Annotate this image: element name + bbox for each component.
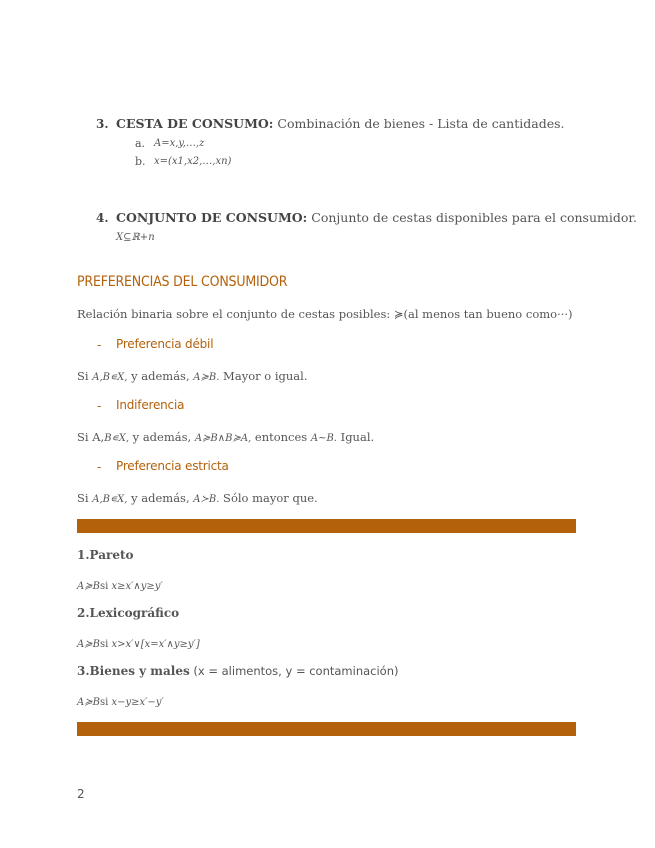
divider-bar: [77, 519, 576, 533]
bullet-dash: -: [97, 460, 102, 474]
text-fragment: Igual.: [337, 430, 375, 444]
list-number-3: 3.: [96, 117, 109, 131]
criterion-bienes-y-males: [77, 664, 399, 678]
list-number-4: 4.: [96, 211, 109, 225]
text-fragment: Si: [77, 491, 93, 505]
formula-fragment: A≽B.: [193, 372, 220, 383]
formula-conjunto: X⊆ℝ+n: [116, 232, 155, 243]
formula-fragment: A≽B∧B≽A,: [194, 433, 252, 444]
page-number: 2: [77, 787, 85, 801]
text-preferencia-estricta: [77, 491, 318, 505]
formula-cesta-b: x=(x1,x2,…,xn): [154, 156, 232, 167]
bullet-dash: -: [97, 399, 102, 413]
list-item-cesta-de-consumo: [116, 116, 565, 131]
criterion-title-pareto: 1.Pareto: [77, 548, 134, 562]
text-fragment: Si A,: [77, 430, 105, 444]
bullet-dash: -: [97, 338, 102, 352]
text-fragment: y además,: [129, 430, 195, 444]
formula-fragment: si: [99, 581, 112, 592]
sub-label-b: b.: [135, 155, 146, 168]
formula-lexicografico: [77, 636, 200, 650]
section-intro: Relación binaria sobre el conjunto de cestas posibles: ≽(al menos tan bueno como···): [77, 307, 573, 321]
subheading-indiferencia: Indiferencia: [116, 398, 185, 412]
formula-fragment: si: [99, 697, 112, 708]
criterion-note: (x = alimentos, y = contaminación): [189, 664, 399, 678]
term-cesta-de-consumo: CESTA DE CONSUMO:: [116, 116, 274, 131]
text-fragment: Mayor o igual.: [219, 369, 308, 383]
text-fragment: y además,: [127, 369, 194, 383]
sub-label-a: a.: [135, 137, 146, 150]
formula-pareto: [77, 578, 163, 592]
formula-fragment: A,B∊X,: [92, 494, 128, 505]
text-fragment: Sólo mayor que.: [219, 491, 318, 505]
formula-fragment: x>x′∨[x=x′∧y≥y′]: [111, 639, 200, 650]
formula-fragment: A≽B: [77, 581, 100, 592]
text-preferencia-debil: [77, 369, 307, 383]
formula-fragment: A≻B.: [193, 494, 220, 505]
criterion-title-lexicografico: 2.Lexicográfico: [77, 606, 180, 620]
formula-fragment: A≽B: [77, 639, 100, 650]
formula-bienes-y-males: [77, 694, 164, 708]
subheading-preferencia-estricta: Preferencia estricta: [116, 459, 229, 473]
formula-fragment: A,B∊X,: [92, 372, 128, 383]
formula-fragment: A~B.: [310, 433, 337, 444]
text-fragment: Si: [77, 369, 93, 383]
formula-fragment: B∊X,: [104, 433, 130, 444]
text-indiferencia: [77, 430, 374, 444]
formula-cesta-a: A=x,y,…,z: [154, 138, 205, 149]
section-title: PREFERENCIAS DEL CONSUMIDOR: [77, 274, 288, 290]
text-fragment: entonces: [251, 430, 311, 444]
definition-conjunto: Conjunto de cestas disponibles para el consumidor.: [307, 210, 637, 225]
formula-fragment: x≥x′∧y≥y′: [111, 581, 163, 592]
subheading-preferencia-debil: Preferencia débil: [116, 337, 214, 351]
formula-fragment: si: [99, 639, 112, 650]
formula-fragment: x−y≥x′−y′: [111, 697, 164, 708]
list-item-conjunto-de-consumo: [116, 210, 637, 225]
definition-cesta: Combinación de bienes - Lista de cantidades.: [273, 116, 565, 131]
term-conjunto-de-consumo: CONJUNTO DE CONSUMO:: [116, 210, 308, 225]
formula-fragment: A≽B: [77, 697, 100, 708]
text-fragment: y además,: [127, 491, 194, 505]
divider-bar: [77, 722, 576, 736]
criterion-title-bienes-y-males: 3.Bienes y males: [77, 664, 190, 678]
